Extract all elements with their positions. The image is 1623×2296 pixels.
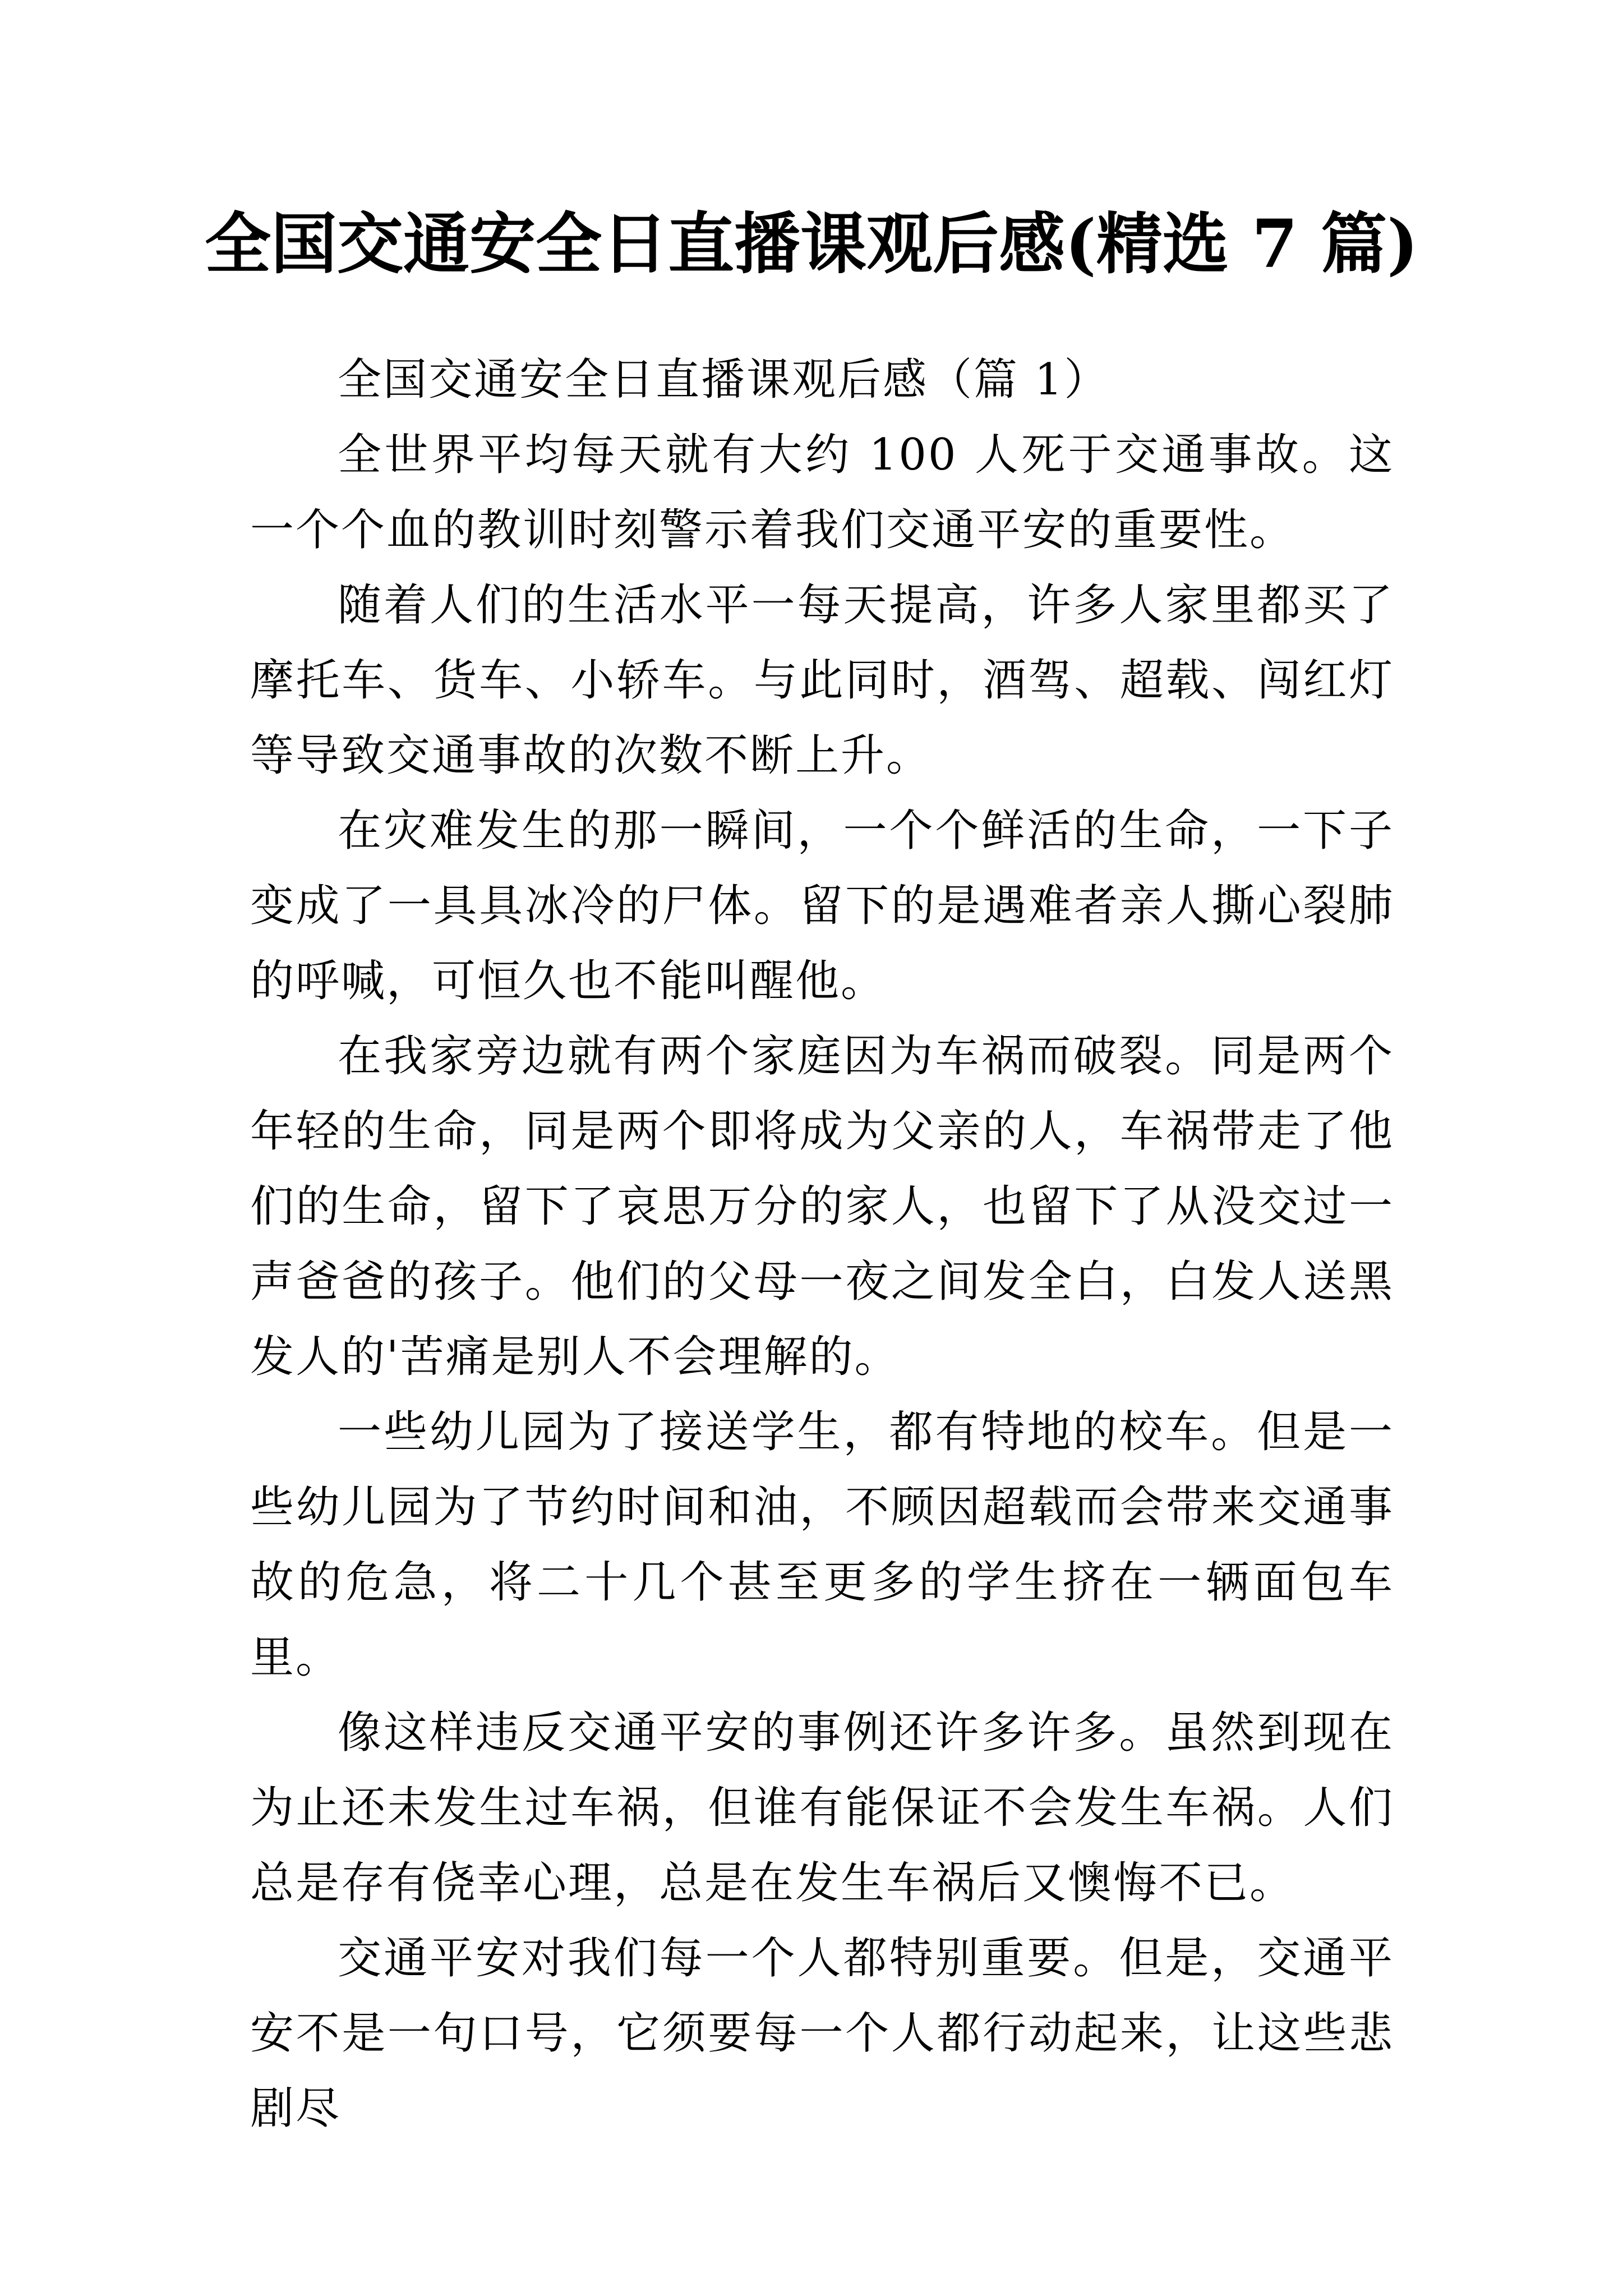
paragraph: 全世界平均每天就有大约 100 人死于交通事故。这一个个血的教训时刻警示着我们交通平安的重要性。 xyxy=(250,430,1394,555)
document-title: 全国交通安全日直播课观后感(精选 7 篇) xyxy=(205,205,1418,283)
paragraph: 像这样违反交通平安的事例还许多许多。虽然到现在为止还未发生过车祸，但谁有能保证不会发生车祸。人们总是存有侥幸心理，总是在发生车祸后又懊悔不已。 xyxy=(250,1708,1394,1908)
paragraph: 随着人们的生活水平一每天提高，许多人家里都买了摩托车、货车、小轿车。与此同时，酒驾、超载、闯红灯等导致交通事故的次数不断上升。 xyxy=(250,580,1394,781)
section-heading: 全国交通安全日直播课观后感（篇 1） xyxy=(338,355,1110,405)
paragraph: 交通平安对我们每一个人都特别重要。但是，交通平安不是一句口号，它须要每一个人都行动起来，让这些悲剧尽 xyxy=(250,1933,1394,2134)
paragraph: 一些幼儿园为了接送学生，都有特地的校车。但是一些幼儿园为了节约时间和油，不顾因超载而会带来交通事故的危急，将二十几个甚至更多的学生挤在一辆面包车里。 xyxy=(250,1407,1394,1683)
paragraph: 在灾难发生的那一瞬间，一个个鲜活的生命，一下子变成了一具具冰冷的尸体。留下的是遇难者亲人撕心裂肺的呼喊，可恒久也不能叫醒他。 xyxy=(250,806,1394,1006)
paragraph: 在我家旁边就有两个家庭因为车祸而破裂。同是两个年轻的生命，同是两个即将成为父亲的人，车祸带走了他们的生命，留下了哀思万分的家人，也留下了从没交过一声爸爸的孩子。他们的父母一夜之间发全白，白发人送黑发人的'苦痛是别人不会理解的。 xyxy=(250,1031,1394,1382)
document-body xyxy=(250,342,1394,2146)
